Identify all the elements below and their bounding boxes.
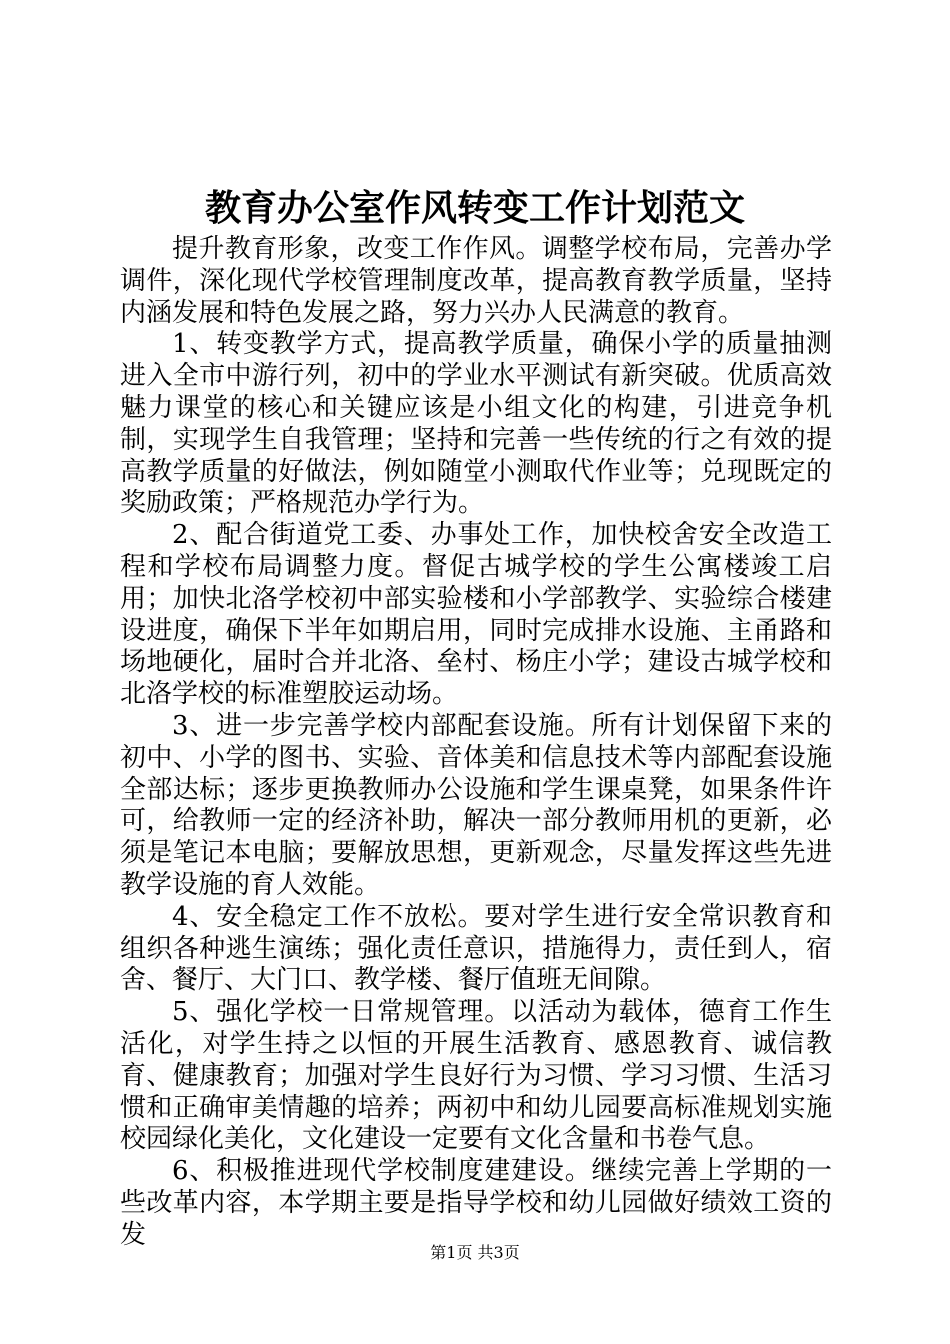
document-title: 教育办公室作风转变工作计划范文	[204, 187, 745, 229]
paragraph-item-6: 6、积极推进现代学校制度建建设。继续完善上学期的一些改革内容，本学期主要是指导学校和幼儿园做好绩效工资的发	[120, 1156, 832, 1250]
paragraph-intro: 提升教育形象，改变工作作风。调整学校布局，完善办学调件，深化现代学校管理制度改革，提高教育教学质量，坚持内涵发展和特色发展之路，努力兴办人民满意的教育。	[120, 234, 832, 328]
page-number-footer: 第1页 共3页	[430, 1243, 520, 1262]
paragraph-item-3: 3、进一步完善学校内部配套设施。所有计划保留下来的初中、小学的图书、实验、音体美和信息技术等内部配套设施全部达标；逐步更换教师办公设施和学生课桌凳，如果条件许可，给教师一定的经济补助，解决一部分教师用机的更新，必须是笔记本电脑；要解放思想，更新观念，尽量发挥这些先进教学设施的育人效能。	[120, 710, 832, 900]
paragraph-item-1: 1、转变教学方式，提高教学质量，确保小学的质量抽测进入全市中游行列，初中的学业水平测试有新突破。优质高效魅力课堂的核心和关键应该是小组文化的构建，引进竞争机制，实现学生自我管理；坚持和完善一些传统的行之有效的提高教学质量的好做法，例如随堂小测取代作业等；兑现既定的奖励政策；严格规范办学行为。	[120, 329, 832, 519]
document-body	[120, 234, 832, 1252]
paragraph-item-5: 5、强化学校一日常规管理。以活动为载体，德育工作生活化，对学生持之以恒的开展生活教育、感恩教育、诚信教育、健康教育；加强对学生良好行为习惯、学习习惯、生活习惯和正确审美情趣的培养；两初中和幼儿园要高标准规划实施校园绿化美化，文化建设一定要有文化含量和书卷气息。	[120, 997, 832, 1155]
paragraph-item-2: 2、配合街道党工委、办事处工作，加快校舍安全改造工程和学校布局调整力度。督促古城学校的学生公寓楼竣工启用；加快北洛学校初中部实验楼和小学部教学、实验综合楼建设进度，确保下半年如期启用，同时完成排水设施、主甬路和场地硬化，届时合并北洛、垒村、杨庄小学；建设古城学校和北洛学校的标准塑胶运动场。	[120, 520, 832, 710]
paragraph-item-4: 4、安全稳定工作不放松。要对学生进行安全常识教育和组织各种逃生演练；强化责任意识，措施得力，责任到人，宿舍、餐厅、大门口、教学楼、餐厅值班无间隙。	[120, 901, 832, 996]
